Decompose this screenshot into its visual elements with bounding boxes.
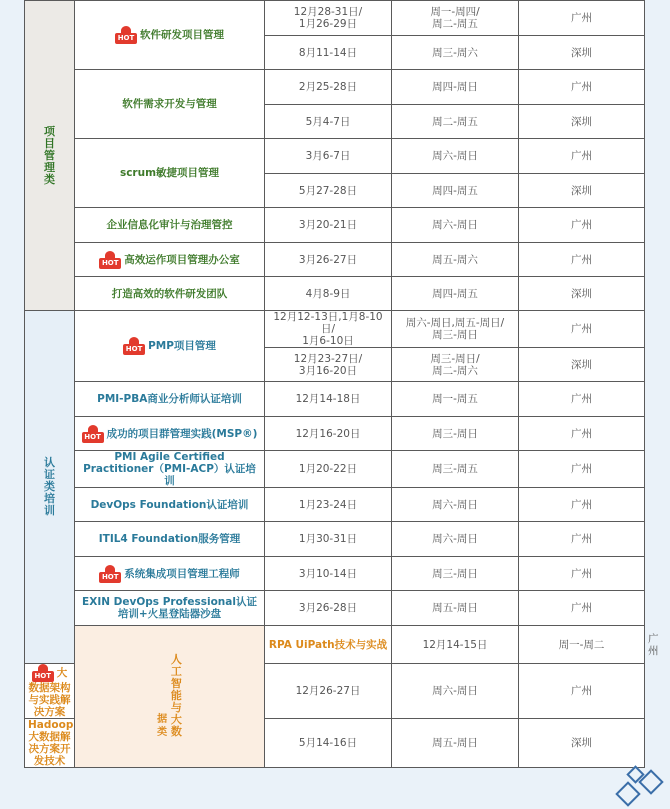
weekday-cell: 周四-周日 xyxy=(392,70,519,105)
date-cell: 1月23-24日 xyxy=(265,488,392,522)
table-row xyxy=(25,591,645,626)
date-cell: 3月10-14日 xyxy=(265,557,392,591)
course-name: 软件研发项目管理 xyxy=(140,29,224,41)
hot-icon: HOT xyxy=(82,425,104,443)
date-cell: 12月14-18日 xyxy=(265,382,392,417)
weekday-cell: 周六-周日 xyxy=(392,208,519,243)
course-schedule-table xyxy=(24,0,659,768)
weekday-cell: 周五-周六 xyxy=(392,243,519,277)
course-name: Hadoop大数据解决方案开发技术 xyxy=(25,719,75,768)
hot-icon: HOT xyxy=(123,337,145,355)
weekday-cell: 周六-周日 xyxy=(392,139,519,174)
city-cell: 广州 xyxy=(519,70,645,105)
date-cell: 5月14-16日 xyxy=(265,719,392,768)
weekday-cell: 周一-周四/ 周二-周五 xyxy=(392,1,519,36)
city-cell: 深圳 xyxy=(519,348,645,382)
table-row xyxy=(25,70,645,105)
course-name: EXIN DevOps Professional认证培训+火星登陆器沙盘 xyxy=(75,591,265,626)
diamond-decoration-icon xyxy=(615,781,640,806)
course-name: ITIL4 Foundation服务管理 xyxy=(75,522,265,557)
date-cell: 12月26-27日 xyxy=(265,664,392,719)
course-name: PMI-PBA商业分析师认证培训 xyxy=(75,382,265,417)
course-name: 企业信息化审计与治理管控 xyxy=(75,208,265,243)
date-cell: 12月23-27日/ 3月16-20日 xyxy=(265,348,392,382)
weekday-cell: 周三-周日 xyxy=(392,417,519,451)
category-certification-training xyxy=(25,311,75,664)
table-row xyxy=(25,417,645,451)
table-row xyxy=(25,382,645,417)
date-cell: 5月27-28日 xyxy=(265,174,392,208)
course-name: 软件需求开发与管理 xyxy=(75,70,265,139)
city-cell: 广州 xyxy=(519,522,645,557)
table-row xyxy=(25,243,645,277)
city-cell: 深圳 xyxy=(519,105,645,139)
date-cell: 12月12-13日,1月8-10日/ 1月6-10日 xyxy=(265,311,392,348)
table-row xyxy=(25,522,645,557)
course-name-cell xyxy=(75,417,265,451)
weekday-cell: 周五-周日 xyxy=(392,591,519,626)
table-row xyxy=(25,311,645,348)
city-cell: 广州 xyxy=(519,382,645,417)
weekday-cell: 周六-周日,周五-周日/ 周三-周日 xyxy=(392,311,519,348)
city-cell: 广州 xyxy=(519,451,645,488)
weekday-cell: 周三-周六 xyxy=(392,36,519,70)
city-cell: 广州 xyxy=(519,417,645,451)
weekday-cell: 周一-周五 xyxy=(392,382,519,417)
category-label: 认证类培训 xyxy=(44,456,55,517)
table-row xyxy=(25,1,645,36)
city-cell: 广州 xyxy=(519,664,645,719)
table-row: 据类 人工智能与大数 RPA UiPath技术与实战 12月14-15日 周一-周二 广州 xyxy=(25,626,645,664)
table-row xyxy=(25,208,645,243)
date-cell: 3月26-27日 xyxy=(265,243,392,277)
city-cell: 广州 xyxy=(519,139,645,174)
city-cell: 广州 xyxy=(519,208,645,243)
table-row xyxy=(25,488,645,522)
date-cell: 4月8-9日 xyxy=(265,277,392,311)
category-project-management xyxy=(25,1,75,311)
weekday-cell: 周三-周五 xyxy=(392,451,519,488)
course-name-cell xyxy=(75,557,265,591)
weekday-cell: 周四-周五 xyxy=(392,277,519,311)
weekday-cell: 周一-周二 xyxy=(519,626,645,664)
category-side-label: 据类 xyxy=(157,714,168,738)
course-name: 高效运作项目管理办公室 xyxy=(124,253,240,266)
weekday-cell: 周六-周日 xyxy=(392,488,519,522)
hot-icon: HOT xyxy=(32,664,54,682)
date-cell: 3月20-21日 xyxy=(265,208,392,243)
table-row xyxy=(25,557,645,591)
city-cell: 深圳 xyxy=(519,36,645,70)
weekday-cell: 周三-周日 xyxy=(392,557,519,591)
course-name: scrum敏捷项目管理 xyxy=(75,139,265,208)
date-cell: 2月25-28日 xyxy=(265,70,392,105)
date-cell: 12月28-31日/ 1月26-29日 xyxy=(265,1,392,36)
course-name: DevOps Foundation认证培训 xyxy=(75,488,265,522)
date-cell: 5月4-7日 xyxy=(265,105,392,139)
course-name: 打造高效的软件研发团队 xyxy=(75,277,265,311)
category-label: 人工智能与大数 xyxy=(170,653,182,738)
course-name: 大数据架构与实践解决方案 xyxy=(28,667,71,718)
city-cell: 深圳 xyxy=(519,277,645,311)
weekday-cell: 周二-周五 xyxy=(392,105,519,139)
weekday-cell: 周六-周日 xyxy=(392,522,519,557)
date-cell: 3月6-7日 xyxy=(265,139,392,174)
date-cell: 1月30-31日 xyxy=(265,522,392,557)
date-cell: 12月16-20日 xyxy=(265,417,392,451)
course-name: PMI Agile Certified Practitioner（PMI-ACP）认证培训 xyxy=(75,451,265,488)
hot-icon: HOT xyxy=(99,565,121,583)
city-cell: 广州 xyxy=(519,488,645,522)
weekday-cell: 周六-周日 xyxy=(392,664,519,719)
city-cell: 广州 xyxy=(519,311,645,348)
city-cell: 广州 xyxy=(519,1,645,36)
course-name-cell xyxy=(25,664,75,719)
course-name: 成功的项目群管理实践(MSP®) xyxy=(106,427,258,440)
category-ai-bigdata xyxy=(75,626,265,768)
course-name: RPA UiPath技术与实战 xyxy=(265,626,392,664)
table-row xyxy=(25,277,645,311)
city-cell: 广州 xyxy=(519,591,645,626)
city-cell: 深圳 xyxy=(519,719,645,768)
date-cell: 3月26-28日 xyxy=(265,591,392,626)
weekday-cell: 周五-周日 xyxy=(392,719,519,768)
course-name: PMP项目管理 xyxy=(148,340,216,352)
weekday-cell: 周四-周五 xyxy=(392,174,519,208)
course-name: 系统集成项目管理工程师 xyxy=(124,567,240,580)
date-cell: 1月20-22日 xyxy=(265,451,392,488)
weekday-cell: 周三-周日/ 周二-周六 xyxy=(392,348,519,382)
course-name-cell xyxy=(75,243,265,277)
table-row xyxy=(25,451,645,488)
city-cell: 广州 xyxy=(519,243,645,277)
table-row xyxy=(25,139,645,174)
course-name-cell xyxy=(75,1,265,70)
city-cell: 广州 xyxy=(519,557,645,591)
date-cell: 8月11-14日 xyxy=(265,36,392,70)
city-cell: 深圳 xyxy=(519,174,645,208)
category-label: 项目管理类 xyxy=(44,124,55,186)
hot-icon: HOT xyxy=(99,251,121,269)
date-cell: 12月14-15日 xyxy=(392,626,519,664)
hot-icon: HOT xyxy=(115,26,137,44)
course-name-cell xyxy=(75,311,265,382)
